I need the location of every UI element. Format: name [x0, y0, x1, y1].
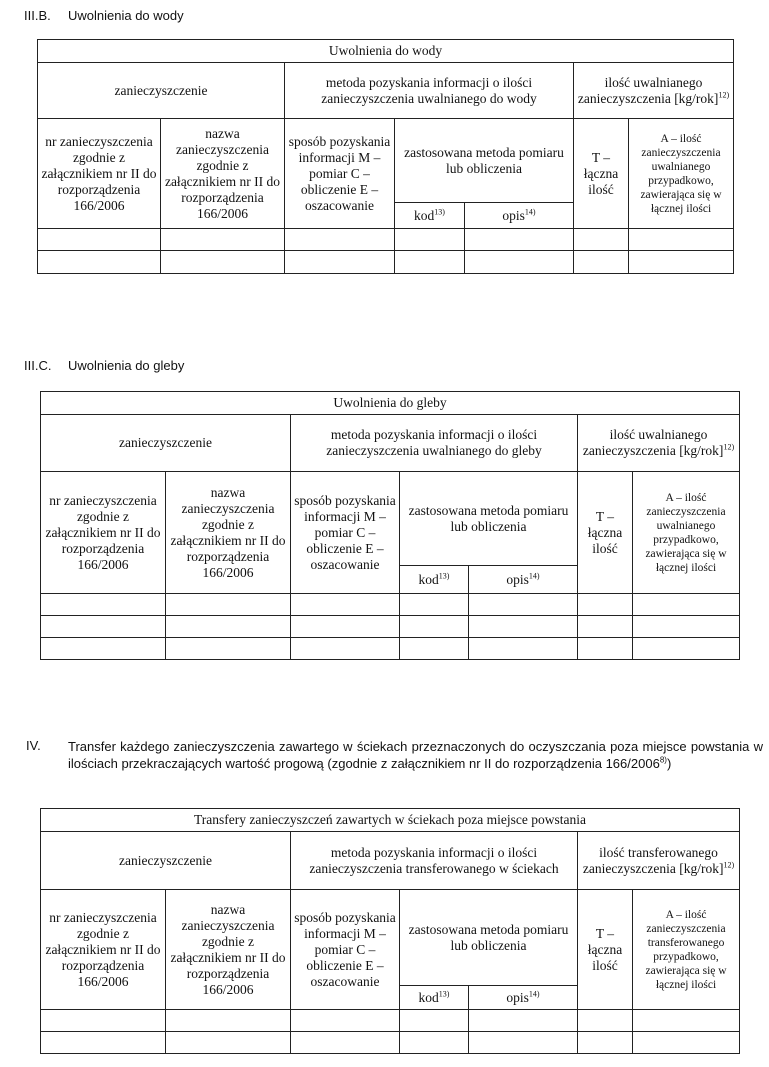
section-number: III.B.	[24, 8, 51, 23]
table-cell[interactable]	[400, 616, 469, 638]
col-description-text: opis	[506, 989, 529, 1005]
table-cell[interactable]	[578, 616, 633, 638]
table-cell[interactable]	[161, 251, 285, 274]
table-cell[interactable]	[291, 1010, 400, 1032]
table-cell[interactable]	[41, 1010, 166, 1032]
footnote-ref: 14)	[524, 207, 536, 216]
table-cell[interactable]	[38, 251, 161, 274]
table-cell[interactable]	[633, 638, 740, 660]
table-cell[interactable]	[400, 594, 469, 616]
footnote-ref: 13)	[434, 207, 445, 216]
table-cell[interactable]	[41, 1032, 166, 1054]
col-total-amount: T – łączna ilość	[578, 472, 633, 594]
col-description-text: opis	[506, 571, 529, 587]
table-cell[interactable]	[166, 1032, 291, 1054]
header-method: metoda pozyskania informacji o ilości zanieczyszczenia transferowanego w ściekach	[291, 832, 578, 890]
table-cell[interactable]	[166, 1010, 291, 1032]
table-soil-releases	[40, 391, 740, 660]
col-code-text: kod	[414, 207, 435, 223]
col-applied-method: zastosowana metoda pomiaru lub obliczenia	[400, 472, 578, 566]
table-cell[interactable]	[291, 1032, 400, 1054]
table-cell[interactable]	[41, 616, 166, 638]
header-amount	[574, 63, 734, 119]
section-title: Uwolnienia do gleby	[68, 358, 185, 373]
table-cell[interactable]	[578, 594, 633, 616]
table-cell[interactable]	[578, 1032, 633, 1054]
table-cell[interactable]	[166, 594, 291, 616]
section-number-iv: IV.	[26, 738, 41, 753]
table-cell[interactable]	[395, 229, 465, 251]
col-code	[400, 986, 469, 1010]
table-cell[interactable]	[395, 251, 465, 274]
col-applied-method: zastosowana metoda pomiaru lub obliczenia	[395, 119, 574, 203]
col-pollutant-name: nazwa zanieczyszczenia zgodnie z załącznikiem nr II do rozporządzenia 166/2006	[161, 119, 285, 229]
section-iv-text: Transfer każdego zanieczyszczenia zawartego w ściekach przeznaczonych do oczyszczania poza miejsce powstania w ilościach przekraczających wartość progową (zgodnie z załącznikiem nr II do rozporządzenia 166/2006	[68, 739, 763, 771]
footnote-ref: 14)	[528, 571, 540, 580]
col-code-text: kod	[418, 571, 439, 587]
table-row	[41, 1032, 740, 1054]
table-title: Uwolnienia do gleby	[41, 392, 740, 415]
footnote-ref: 12)	[718, 90, 730, 99]
footnote-ref: 12)	[723, 442, 735, 452]
table-cell[interactable]	[633, 1010, 740, 1032]
header-amount-text: ilość uwalnianego zanieczyszczenia [kg/rok]	[582, 427, 724, 458]
table-cell[interactable]	[166, 616, 291, 638]
table-cell[interactable]	[629, 251, 734, 274]
col-description-text: opis	[502, 207, 525, 223]
header-amount-text: ilość uwalnianego zanieczyszczenia [kg/rok]	[577, 74, 719, 106]
table-cell[interactable]	[469, 616, 578, 638]
col-code-text: kod	[418, 989, 439, 1005]
col-description	[469, 986, 578, 1010]
table-cell[interactable]	[291, 616, 400, 638]
table-cell[interactable]	[400, 1010, 469, 1032]
table-cell[interactable]	[469, 638, 578, 660]
table-title: Uwolnienia do wody	[38, 40, 734, 63]
table-cell[interactable]	[633, 594, 740, 616]
col-accidental-amount: A – ilość zanieczyszczenia uwalnianego przypadkowo, zawierająca się w łącznej ilości	[629, 119, 734, 229]
table-row	[41, 616, 740, 638]
table-cell[interactable]	[629, 229, 734, 251]
col-code	[395, 203, 465, 229]
table-cell[interactable]	[633, 616, 740, 638]
col-pollutant-number: nr zanieczyszczenia zgodnie z załącznikiem nr II do rozporządzenia 166/2006	[38, 119, 161, 229]
table-cell[interactable]	[400, 638, 469, 660]
col-info-method: sposób pozyskania informacji M – pomiar C – obliczenie E – oszacowanie	[285, 119, 395, 229]
table-cell[interactable]	[469, 594, 578, 616]
table-cell[interactable]	[400, 1032, 469, 1054]
table-cell[interactable]	[578, 1010, 633, 1032]
header-amount	[578, 415, 740, 472]
table-cell[interactable]	[574, 251, 629, 274]
col-pollutant-number: nr zanieczyszczenia zgodnie z załącznikiem nr II do rozporządzenia 166/2006	[41, 890, 166, 1010]
col-pollutant-name: nazwa zanieczyszczenia zgodnie z załącznikiem nr II do rozporządzenia 166/2006	[166, 890, 291, 1010]
table-cell[interactable]	[578, 638, 633, 660]
col-accidental-amount: A – ilość zanieczyszczenia transferowanego przypadkowo, zawierająca się w łącznej ilości	[633, 890, 740, 1010]
section-title: Uwolnienia do wody	[68, 8, 184, 23]
table-cell[interactable]	[633, 1032, 740, 1054]
footnote-ref: 12)	[723, 860, 735, 869]
table-cell[interactable]	[291, 638, 400, 660]
table-row	[41, 1010, 740, 1032]
col-info-method: sposób pozyskania informacji M – pomiar C – obliczenie E – oszacowanie	[291, 472, 400, 594]
table-row	[38, 251, 734, 274]
table-title: Transfery zanieczyszczeń zawartych w ściekach poza miejsce powstania	[41, 809, 740, 832]
table-cell[interactable]	[465, 229, 574, 251]
table-wastewater-transfers	[40, 808, 740, 1054]
table-cell[interactable]	[161, 229, 285, 251]
table-row	[38, 229, 734, 251]
table-cell[interactable]	[41, 638, 166, 660]
table-cell[interactable]	[41, 594, 166, 616]
section-number: III.C.	[24, 358, 52, 373]
section-iv-description	[68, 738, 763, 772]
header-amount	[578, 832, 740, 890]
col-total-amount: T – łączna ilość	[578, 890, 633, 1010]
header-pollutant: zanieczyszczenie	[41, 415, 291, 472]
table-cell[interactable]	[469, 1032, 578, 1054]
col-accidental-amount: A – ilość zanieczyszczenia uwalnianego przypadkowo, zawierająca się w łącznej ilości	[633, 472, 740, 594]
table-cell[interactable]	[469, 1010, 578, 1032]
table-cell[interactable]	[465, 251, 574, 274]
footnote-ref: 13)	[438, 989, 450, 998]
header-method: metoda pozyskania informacji o ilości zanieczyszczenia uwalnianego do gleby	[291, 415, 578, 472]
footnote-ref: 8)	[659, 755, 667, 765]
table-cell[interactable]	[574, 229, 629, 251]
footnote-ref: 14)	[528, 989, 540, 998]
table-cell[interactable]	[38, 229, 161, 251]
header-amount-text: ilość transferowanego zanieczyszczenia [kg/rok]	[582, 844, 724, 876]
col-description	[469, 566, 578, 594]
table-cell[interactable]	[285, 251, 395, 274]
header-method: metoda pozyskania informacji o ilości zanieczyszczenia uwalnianego do wody	[285, 63, 574, 119]
footnote-ref: 13)	[438, 571, 450, 580]
col-total-amount: T – łączna ilość	[574, 119, 629, 229]
col-code	[400, 566, 469, 594]
table-cell[interactable]	[291, 594, 400, 616]
table-row	[41, 638, 740, 660]
col-pollutant-name: nazwa zanieczyszczenia zgodnie z załącznikiem nr II do rozporządzenia 166/2006	[166, 472, 291, 594]
table-row	[41, 594, 740, 616]
table-cell[interactable]	[166, 638, 291, 660]
table-water-releases	[37, 39, 734, 274]
table-cell[interactable]	[285, 229, 395, 251]
col-description	[465, 203, 574, 229]
section-iv-text-end: )	[666, 756, 672, 771]
col-pollutant-number: nr zanieczyszczenia zgodnie z załącznikiem nr II do rozporządzenia 166/2006	[41, 472, 166, 594]
col-applied-method: zastosowana metoda pomiaru lub obliczenia	[400, 890, 578, 986]
header-pollutant: zanieczyszczenie	[41, 832, 291, 890]
col-info-method: sposób pozyskania informacji M – pomiar C – obliczenie E – oszacowanie	[291, 890, 400, 1010]
header-pollutant: zanieczyszczenie	[38, 63, 285, 119]
